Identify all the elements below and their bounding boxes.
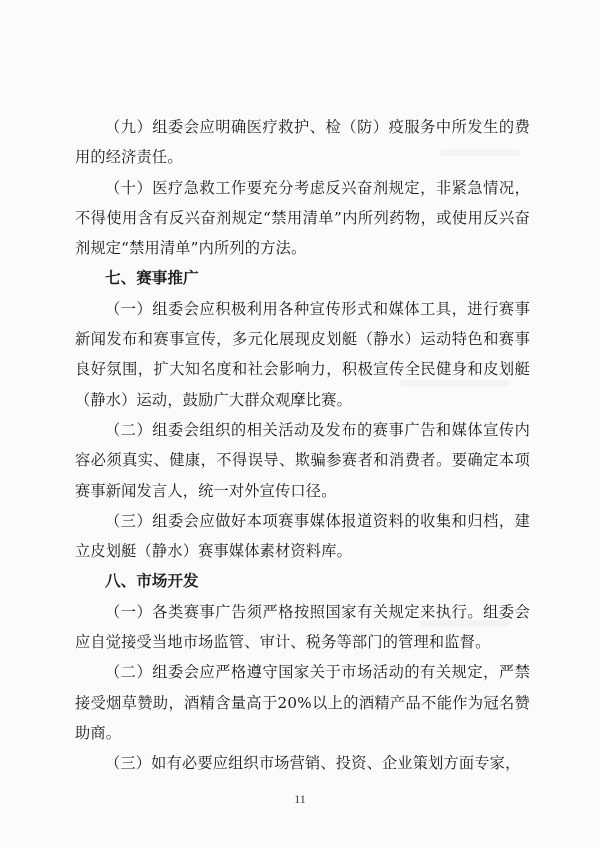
body-paragraph: （三）如有必要应组织市场营销、投资、企业策划方面专家， bbox=[105, 754, 521, 773]
body-paragraph: （一）组委会应积极利用各种宣传形式和媒体工具，进行赛事新闻发布和赛事宣传，多元化展现皮划艇（静水）运动特色和赛事良好氛围，扩大知名度和社会影响力，积极宣传全民健身和皮划艇（静水）运动，鼓励广大群众观摩比赛。 bbox=[75, 299, 530, 409]
body-paragraph: （三）组委会应做好本项赛事媒体报道资料的收集和归档，建立皮划艇（静水）赛事媒体素材资料库。 bbox=[75, 511, 530, 561]
section-heading: 七、赛事推广 bbox=[105, 269, 199, 288]
body-paragraph: （十）医疗急救工作要充分考虑反兴奋剂规定，非紧急情况，不得使用含有反兴奋剂规定“禁用清单”内所列药物，或使用反兴奋剂规定“禁用清单”内所列的方法。 bbox=[75, 178, 530, 258]
page-number: 11 bbox=[294, 792, 306, 806]
body-paragraph: （二）组委会应严格遵守国家关于市场活动的有关规定，严禁接受烟草赞助，酒精含量高于20%以上的酒精产品不能作为冠名赞助商。 bbox=[75, 663, 530, 742]
body-paragraph: （二）组委会组织的相关活动及发布的赛事广告和媒体宣传内容必须真实、健康，不得误导、欺骗参赛者和消费者。要确定本项赛事新闻发言人，统一对外宣传口径。 bbox=[75, 420, 530, 500]
body-paragraph: （一）各类赛事广告须严格按照国家有关规定来执行。组委会应自觉接受当地市场监管、审计、税务等部门的管理和监督。 bbox=[75, 602, 530, 652]
body-paragraph: （九）组委会应明确医疗救护、检（防）疫服务中所发生的费用的经济责任。 bbox=[75, 118, 530, 167]
section-heading: 八、市场开发 bbox=[105, 572, 199, 591]
document-body bbox=[75, 112, 530, 779]
